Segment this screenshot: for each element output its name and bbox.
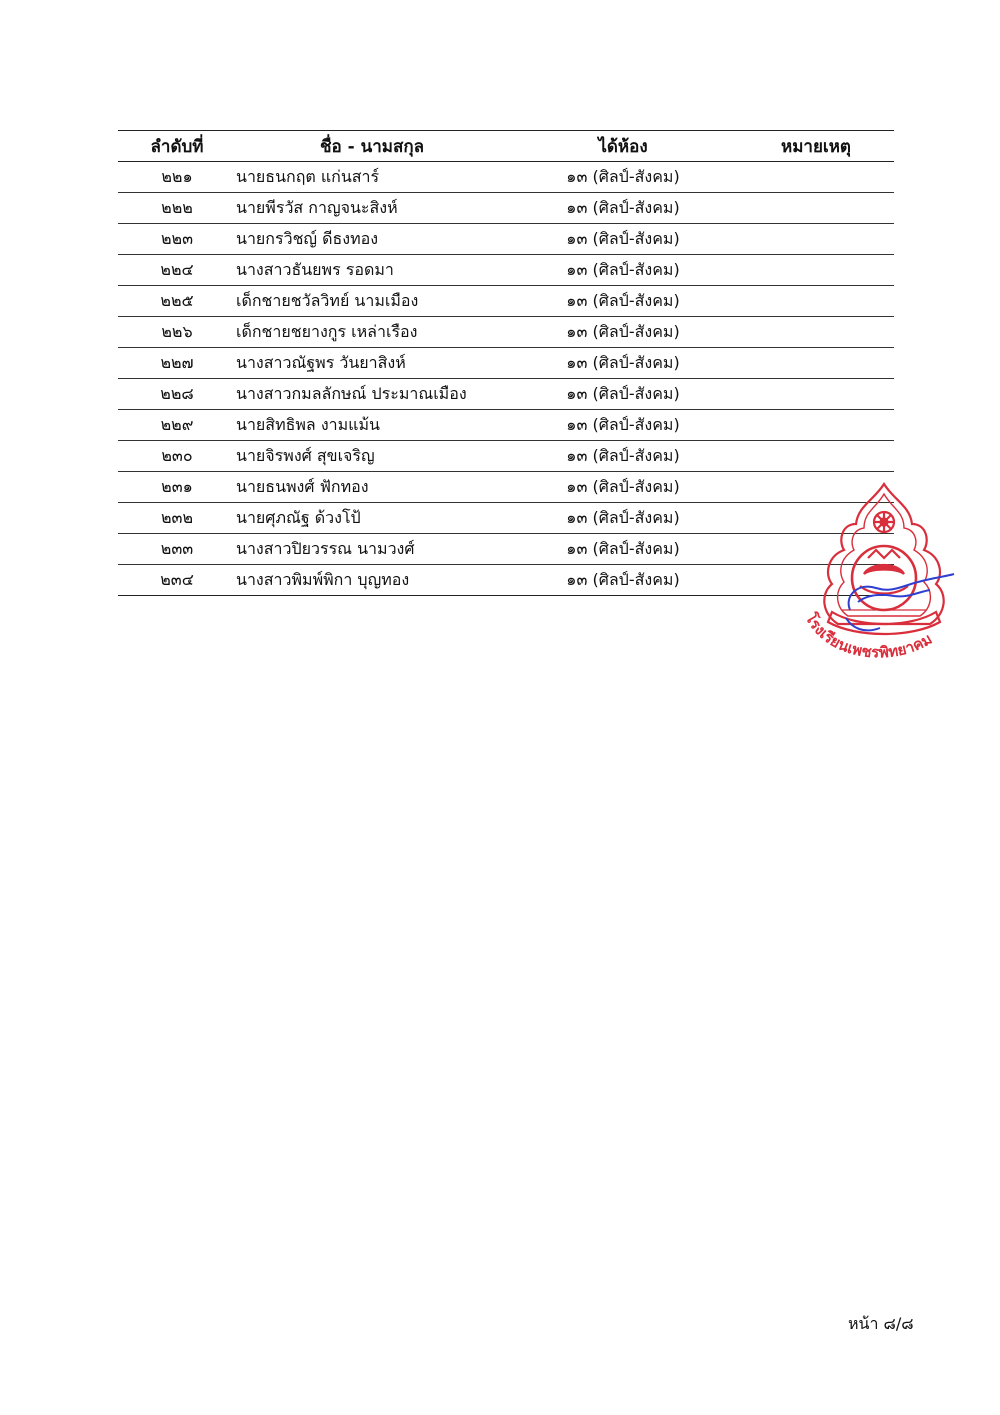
row-number: ๒๓๒ xyxy=(118,503,236,534)
student-name: นายธนกฤต แก่นสาร์ xyxy=(236,162,508,193)
row-number: ๒๓๐ xyxy=(118,441,236,472)
header-room: ได้ห้อง xyxy=(508,131,738,162)
remark xyxy=(738,410,894,441)
remark xyxy=(738,193,894,224)
row-number: ๒๒๘ xyxy=(118,379,236,410)
assigned-room: ๑๓ (ศิลป์-สังคม) xyxy=(508,224,738,255)
student-name: นายธนพงศ์ ฟักทอง xyxy=(236,472,508,503)
assigned-room: ๑๓ (ศิลป์-สังคม) xyxy=(508,410,738,441)
page-number: หน้า ๘/๘ xyxy=(848,1314,914,1333)
row-number: ๒๓๑ xyxy=(118,472,236,503)
remark xyxy=(738,224,894,255)
row-number: ๒๒๙ xyxy=(118,410,236,441)
row-number: ๒๒๖ xyxy=(118,317,236,348)
table-body xyxy=(118,162,894,596)
assigned-room: ๑๓ (ศิลป์-สังคม) xyxy=(508,472,738,503)
student-name: เด็กชายชยางกูร เหล่าเรือง xyxy=(236,317,508,348)
header-number: ลำดับที่ xyxy=(118,131,236,162)
assigned-room: ๑๓ (ศิลป์-สังคม) xyxy=(508,379,738,410)
remark xyxy=(738,348,894,379)
header-name: ชื่อ - นามสกุล xyxy=(236,131,508,162)
seal-school-name: โรงเรียนเพชรพิทยาคม xyxy=(801,610,936,662)
student-name: นางสาวธันยพร รอดมา xyxy=(236,255,508,286)
table-header-row xyxy=(118,131,894,162)
table-row xyxy=(118,193,894,224)
assigned-room: ๑๓ (ศิลป์-สังคม) xyxy=(508,286,738,317)
student-name: เด็กชายชวัลวิทย์ นามเมือง xyxy=(236,286,508,317)
table-row xyxy=(118,255,894,286)
table-row xyxy=(118,317,894,348)
table-row xyxy=(118,224,894,255)
table-row xyxy=(118,410,894,441)
assigned-room: ๑๓ (ศิลป์-สังคม) xyxy=(508,503,738,534)
row-number: ๒๒๗ xyxy=(118,348,236,379)
assigned-room: ๑๓ (ศิลป์-สังคม) xyxy=(508,534,738,565)
assigned-room: ๑๓ (ศิลป์-สังคม) xyxy=(508,565,738,596)
student-name: นางสาวกมลลักษณ์ ประมาณเมือง xyxy=(236,379,508,410)
remark xyxy=(738,255,894,286)
table-row xyxy=(118,503,894,534)
student-name: นางสาวพิมพ์พิกา บุญทอง xyxy=(236,565,508,596)
school-seal-stamp xyxy=(798,478,970,688)
assigned-room: ๑๓ (ศิลป์-สังคม) xyxy=(508,255,738,286)
student-room-table xyxy=(118,130,894,596)
assigned-room: ๑๓ (ศิลป์-สังคม) xyxy=(508,162,738,193)
student-name: นายจิรพงศ์ สุขเจริญ xyxy=(236,441,508,472)
remark xyxy=(738,286,894,317)
remark xyxy=(738,162,894,193)
assigned-room: ๑๓ (ศิลป์-สังคม) xyxy=(508,441,738,472)
table-row xyxy=(118,379,894,410)
table-row xyxy=(118,286,894,317)
student-name: นายพีรวัส กาญจนะสิงห์ xyxy=(236,193,508,224)
table-row xyxy=(118,162,894,193)
row-number: ๒๓๓ xyxy=(118,534,236,565)
assigned-room: ๑๓ (ศิลป์-สังคม) xyxy=(508,348,738,379)
row-number: ๒๒๑ xyxy=(118,162,236,193)
student-name: นางสาวปิยวรรณ นามวงศ์ xyxy=(236,534,508,565)
row-number: ๒๒๒ xyxy=(118,193,236,224)
table-row xyxy=(118,348,894,379)
table-row xyxy=(118,472,894,503)
table-row xyxy=(118,441,894,472)
remark xyxy=(738,441,894,472)
student-name: นางสาวณัฐพร วันยาสิงห์ xyxy=(236,348,508,379)
header-note: หมายเหตุ xyxy=(738,131,894,162)
row-number: ๒๓๔ xyxy=(118,565,236,596)
document-sheet xyxy=(118,130,894,596)
table-row xyxy=(118,565,894,596)
student-name: นายสิทธิพล งามแม้น xyxy=(236,410,508,441)
assigned-room: ๑๓ (ศิลป์-สังคม) xyxy=(508,193,738,224)
table-row xyxy=(118,534,894,565)
student-name: นายกรวิชญ์ ดีธงทอง xyxy=(236,224,508,255)
assigned-room: ๑๓ (ศิลป์-สังคม) xyxy=(508,317,738,348)
student-name: นายศุภณัฐ ด้วงโป้ xyxy=(236,503,508,534)
row-number: ๒๒๓ xyxy=(118,224,236,255)
remark xyxy=(738,317,894,348)
row-number: ๒๒๔ xyxy=(118,255,236,286)
remark xyxy=(738,379,894,410)
row-number: ๒๒๕ xyxy=(118,286,236,317)
